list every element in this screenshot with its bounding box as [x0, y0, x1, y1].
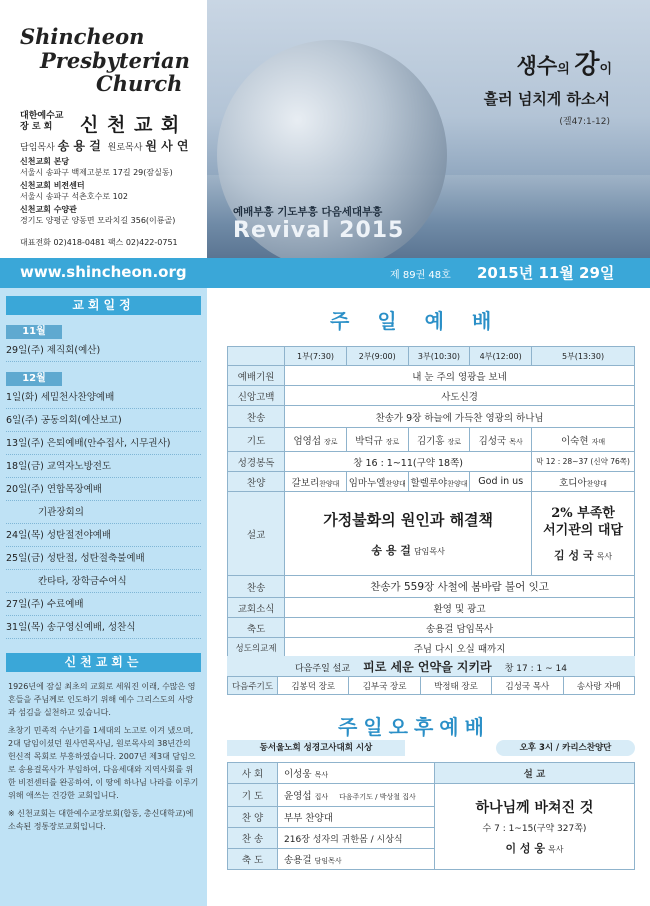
elder-name: 원 사 연 — [145, 139, 189, 153]
preacher-role: 목사 — [548, 845, 564, 854]
pastor-line — [20, 137, 188, 154]
afternoon-sermon-header: 설 교 — [435, 763, 635, 784]
afternoon-prayer — [278, 784, 435, 807]
row-label: 교회소식 — [228, 598, 285, 618]
schedule-item: 29일(주) 제직회(예산) — [6, 339, 201, 362]
row-label: 다음주기도 — [228, 677, 278, 695]
opening-hymn: 찬송가 9장 하늘에 가득찬 영광의 하나님 — [285, 406, 635, 428]
elder-role: 원로목사 — [107, 143, 143, 153]
choir-name: 호디아 — [559, 477, 587, 489]
fifth-sermon-title-2: 서기관의 대답 — [543, 522, 623, 538]
church-name: 신 천 교 회 — [80, 114, 181, 136]
slogan-reference: (겔47:1-12) — [559, 117, 610, 127]
logo-line-2: Presbyterian — [40, 48, 190, 73]
denomination-line-2: 장 로 회 — [20, 122, 53, 132]
church-news: 환영 및 광고 — [285, 598, 635, 618]
row-label: 축 도 — [228, 849, 278, 870]
next-week-sermon — [227, 656, 635, 676]
bulletin-date: 2015년 11월 29일 — [477, 264, 615, 282]
address-text: 경기도 양평군 양동면 모라치길 356(이룡골) — [20, 216, 176, 225]
address-text: 서울시 송파구 백제고분로 17길 29(잠실동) — [20, 168, 173, 177]
month-label: 11월 — [6, 325, 62, 339]
afternoon-sermon-ref: 수 7 : 1~15(구약 327쪽) — [482, 824, 587, 834]
preacher-role: 목사 — [596, 551, 613, 561]
sidebar — [0, 288, 207, 906]
choir-sub: 찬양대 — [586, 479, 607, 488]
schedule-item: 25일(금) 성탄절, 성탄절축불예배 — [6, 547, 201, 570]
afternoon-benediction — [278, 849, 435, 870]
row-label: 찬 송 — [228, 828, 278, 849]
website-link[interactable]: www.shincheon.org — [20, 263, 187, 281]
sermon-row — [228, 492, 635, 576]
choir-sub: 찬양대 — [447, 479, 468, 488]
choir-group — [285, 472, 347, 492]
next-prayer-person: 김성국 목사 — [492, 677, 563, 695]
closing-hymn: 찬송가 559장 사철에 봄바람 불어 잇고 — [285, 576, 635, 598]
sermon-title: 가정불화의 원인과 해결책 — [323, 511, 494, 529]
table-row — [228, 386, 635, 406]
slogan-particle-2: 이 — [599, 62, 612, 77]
sermon-fifth — [532, 492, 635, 576]
row-label: 찬송 — [228, 406, 285, 428]
next-week-title: 피로 세운 언약을 지키라 — [363, 660, 492, 674]
morning-order-table — [227, 346, 635, 658]
person-name: 김성국 — [478, 435, 507, 447]
next-prayer-person: 김봉덕 장로 — [278, 677, 349, 695]
choir-name: 갈보리 — [291, 477, 320, 489]
church-info-panel — [0, 0, 207, 258]
next-prayer-note: 다음주기도 / 박상철 집사 — [339, 793, 416, 801]
row-label: 예배기원 — [228, 366, 285, 386]
schedule-item: 6일(주) 공동의회(예산보고) — [6, 409, 201, 432]
person-role: 자매 — [591, 437, 606, 446]
month-label: 12월 — [6, 372, 62, 386]
row-label: 찬 양 — [228, 807, 278, 828]
slogan-particle-1: 의 — [557, 62, 575, 77]
afternoon-sermon — [435, 784, 635, 870]
address-label: 신천교회 비전센터 — [20, 181, 85, 190]
afternoon-preacher-line — [435, 840, 634, 856]
person-role: 장로 — [385, 437, 400, 446]
next-prayer-person: 김부국 장로 — [349, 677, 420, 695]
slogan-banner — [207, 0, 650, 258]
schedule-item: 27일(주) 수료예배 — [6, 593, 201, 616]
afternoon-leader — [278, 763, 435, 784]
denomination — [20, 111, 63, 133]
slogan-line-2: 흘러 넘치게 하소서 — [483, 90, 610, 108]
choir-group — [408, 472, 470, 492]
person-role: 장로 — [324, 437, 338, 446]
afternoon-order-table — [227, 762, 635, 870]
afternoon-hymn: 216장 성자의 귀한몸 / 시상식 — [278, 828, 435, 849]
schedule-item: 31일(목) 송구영신예배, 성찬식 — [6, 616, 201, 639]
prayer-person — [532, 428, 635, 452]
next-prayer-person: 박정태 장로 — [420, 677, 491, 695]
fifth-preacher-line — [532, 547, 634, 563]
preacher-name: 이 성 웅 — [505, 842, 546, 855]
schedule-heading: 교회일정 — [6, 296, 201, 315]
table-row — [228, 638, 635, 658]
choir-group — [470, 472, 532, 492]
about-heading: 신천교회는 — [6, 653, 201, 672]
fifth-sermon-title-1: 2% 부족한 — [551, 505, 615, 521]
next-week-prayer-table — [227, 676, 635, 695]
table-header-row — [228, 347, 635, 366]
revival-tagline: 예배부흥 기도부흥 다음세대부흥 — [233, 206, 383, 218]
prayer-person — [285, 428, 347, 452]
address-label: 신천교회 수양관 — [20, 205, 77, 214]
pastor-role: 담임목사 — [20, 143, 55, 153]
address-label: 신천교회 본당 — [20, 157, 70, 166]
logo-line-1: Shincheon — [20, 24, 145, 49]
schedule-item: 1일(화) 세밑천사찬양예배 — [6, 386, 201, 409]
row-label: 찬양 — [228, 472, 285, 492]
prayer-name: 윤영섭 — [284, 791, 312, 802]
table-row — [228, 576, 635, 598]
table-row — [228, 406, 635, 428]
revival-title: Revival 2015 — [233, 218, 405, 243]
table-row — [228, 763, 635, 784]
addresses — [20, 156, 205, 226]
schedule-item: 24일(목) 성탄절전야예배 — [6, 524, 201, 547]
slogan-word-2: 강 — [574, 50, 600, 80]
person-name: 엄영섭 — [293, 435, 321, 447]
choir-sub: 찬양대 — [319, 479, 340, 488]
row-label: 기도 — [228, 428, 285, 452]
service-header: 2부(9:00) — [346, 347, 408, 366]
service-header: 1부(7:30) — [285, 347, 347, 366]
about-paragraph: 1926년에 잠실 최초의 교회로 세워진 이래, 수많은 영혼들을 주님께로 인도하기 위해 예수 그리스도의 사랑과 섬김을 실천하고 있습니다. — [8, 682, 196, 717]
sermon-main — [285, 492, 532, 576]
service-header: 3부(10:30) — [408, 347, 470, 366]
fellowship: 주님 다시 오실 때까지 — [285, 638, 635, 658]
leader-role: 목사 — [314, 771, 329, 779]
about-paragraph: 초창기 민족적 수난기를 1세대의 노고로 이겨 냈으며, 2대 담임이셨던 원사연목사님, 원로목사의 38년간의 헌신적 목회로 부흥하였습니다. 2007년 제3대 담임으로 송용걸목사가 부임하여, 다음세대와 지역사회를 위한 비전센터를 완공하여, 이 땅에 하나님 나라를 이루기 위해 애쓰는 건강한 교회입니다. — [8, 726, 199, 800]
creed: 사도신경 — [285, 386, 635, 406]
benediction-role: 담임목사 — [314, 857, 342, 865]
row-label: 사 회 — [228, 763, 278, 784]
benediction: 송용걸 담임목사 — [285, 618, 635, 638]
about-note: ※ 신천교회는 대한예수교장로회(합동, 총신대학교)에 소속된 정통장로교회입니다. — [8, 809, 194, 831]
choir-name: God in us — [478, 476, 524, 487]
row-label: 찬송 — [228, 576, 285, 598]
afternoon-sermon-title: 하나님께 바쳐진 것 — [475, 800, 594, 816]
table-row — [228, 452, 635, 472]
slogan-word-1: 생수 — [516, 54, 558, 78]
person-name: 김기홍 — [416, 435, 445, 447]
next-week-label: 다음주일 설교 — [295, 664, 351, 674]
preacher-name: 김 성 국 — [554, 548, 594, 562]
afternoon-title: 주일오후예배 — [338, 715, 490, 739]
address-block — [20, 180, 205, 202]
row-label: 신앙고백 — [228, 386, 285, 406]
choir-name: 할렐루야 — [410, 477, 448, 489]
call-to-worship: 내 눈 주의 영광을 보네 — [285, 366, 635, 386]
address-block — [20, 204, 205, 226]
table-row — [228, 366, 635, 386]
schedule-item: 13일(주) 은퇴예배(안수집사, 시무권사) — [6, 432, 201, 455]
choir-group — [346, 472, 408, 492]
person-name: 이숙현 — [561, 435, 589, 447]
choir-group — [532, 472, 635, 492]
afternoon-choir: 부부 찬양대 — [278, 807, 435, 828]
person-role: 목사 — [509, 437, 523, 446]
preacher-name: 송 용 걸 — [371, 544, 411, 557]
row-label: 축도 — [228, 618, 285, 638]
schedule-item: 20일(주) 연합목장예배 — [6, 478, 201, 501]
row-label: 성경봉독 — [228, 452, 285, 472]
slogan-line-1 — [517, 44, 612, 81]
scripture-fifth: 막 12 : 28~37 (신약 76쪽) — [532, 452, 635, 472]
logo-line-3: Church — [96, 71, 183, 96]
url-bar — [0, 258, 650, 288]
table-row — [228, 784, 635, 807]
benediction-name: 송용걸 — [284, 855, 312, 866]
service-header: 4부(12:00) — [470, 347, 532, 366]
scripture-main: 창 16 : 1~11(구약 18쪽) — [285, 452, 532, 472]
afternoon-left-tag: 동서울노회 성경고사대회 시상 — [227, 740, 405, 756]
row-label: 기 도 — [228, 784, 278, 807]
person-name: 박덕규 — [355, 435, 383, 447]
morning-title: 주일예배 — [330, 309, 520, 333]
phone-fax: 대표전화 02)418-0481 팩스 02)422-0751 — [20, 238, 178, 247]
schedule-item: 18일(금) 교역자노방전도 — [6, 455, 201, 478]
prayer-person — [408, 428, 470, 452]
table-row — [228, 598, 635, 618]
pastor-name: 송 용 걸 — [57, 139, 101, 153]
row-label: 성도의교제 — [228, 638, 285, 658]
prayer-person — [346, 428, 408, 452]
table-row — [228, 677, 635, 695]
address-block — [20, 156, 205, 178]
address-text: 서울시 송파구 석촌호수로 102 — [20, 192, 128, 201]
preacher-role: 담임목사 — [413, 547, 445, 556]
about-text — [0, 680, 207, 833]
next-week-reference: 창 17 : 1 ~ 14 — [504, 664, 567, 674]
prayer-role: 집사 — [314, 793, 329, 801]
prayer-person — [470, 428, 532, 452]
service-header: 5부(13:30) — [532, 347, 635, 366]
choir-name: 임마누엘 — [348, 477, 386, 489]
blank-cell — [228, 347, 285, 366]
table-row — [228, 618, 635, 638]
denomination-line-1: 대한예수교 — [20, 111, 64, 121]
table-row — [228, 428, 635, 452]
choir-sub: 찬양대 — [385, 479, 406, 488]
schedule-item: 기관장회의 — [6, 501, 201, 524]
row-label: 설교 — [228, 492, 285, 576]
afternoon-right-tag: 오후 3시 / 카리스찬양단 — [496, 740, 635, 756]
next-prayer-person: 송사랑 자매 — [563, 677, 634, 695]
person-role: 장로 — [447, 437, 462, 446]
leader-name: 이성웅 — [284, 769, 312, 780]
schedule-item: 칸타타, 장학금수여식 — [6, 570, 201, 593]
issue-number: 제 89권 48호 — [390, 270, 451, 281]
table-row — [228, 472, 635, 492]
sermon-preacher-line — [285, 542, 531, 558]
